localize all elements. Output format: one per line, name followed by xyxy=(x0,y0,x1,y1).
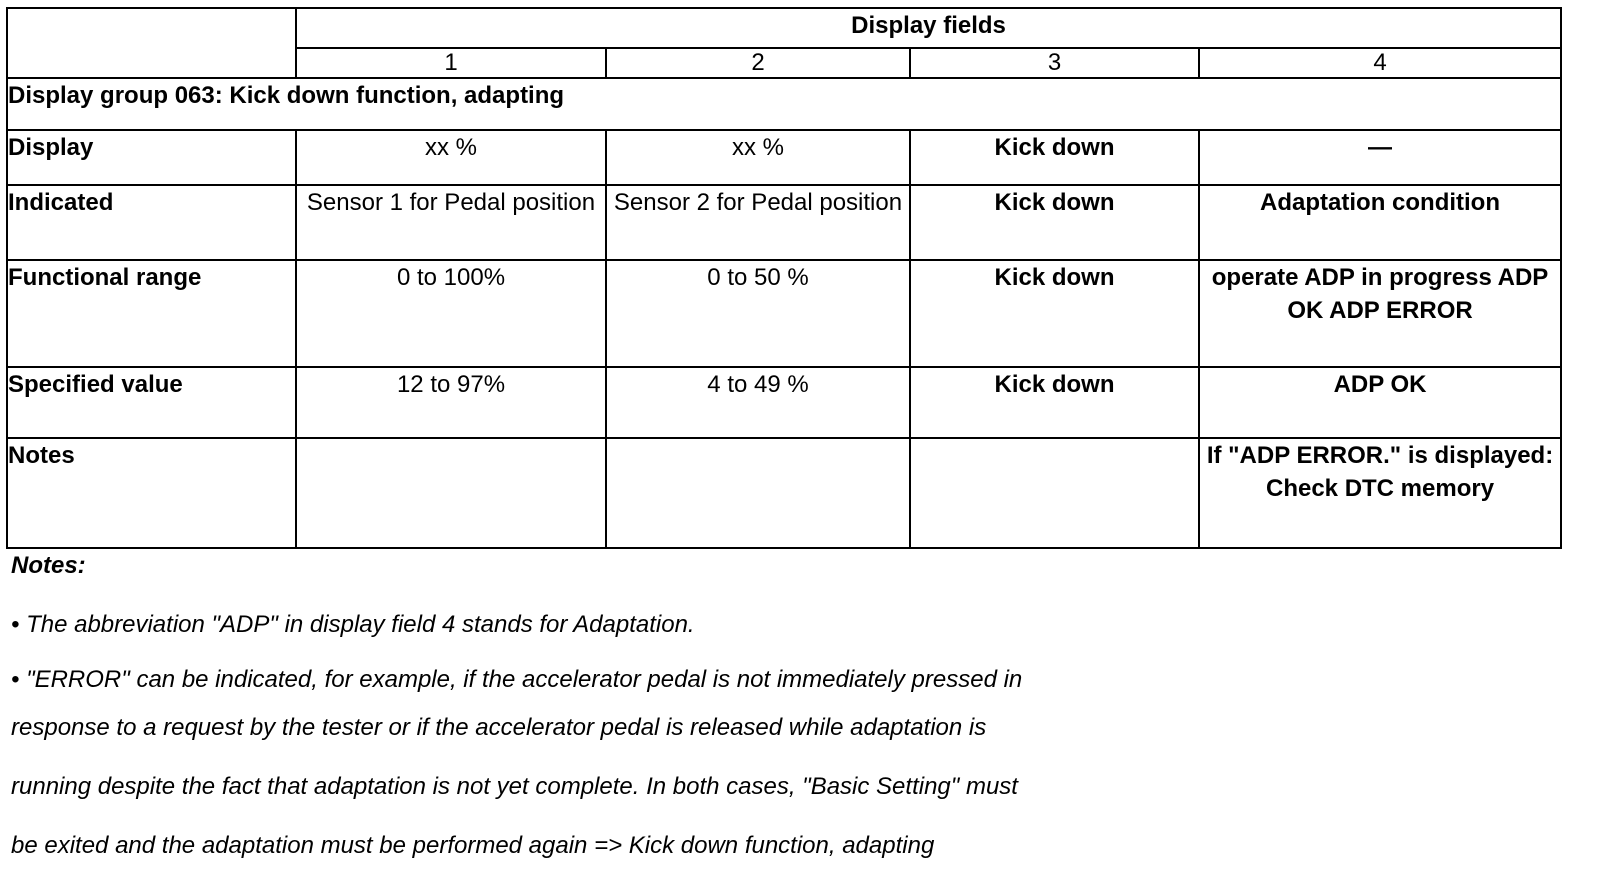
table-row-display xyxy=(7,130,1561,185)
corner-cell xyxy=(7,8,296,78)
note-line: • The abbreviation "ADP" in display field 4 stands for Adaptation. xyxy=(11,611,695,638)
header-row xyxy=(7,8,1561,48)
notes-heading: Notes: xyxy=(11,552,86,579)
table-cell: Sensor 1 for Pedal position xyxy=(296,185,606,260)
table-cell: 0 to 100% xyxy=(296,260,606,367)
notes-section xyxy=(11,549,1211,859)
row-label: Functional range xyxy=(7,260,296,367)
column-header-3: 3 xyxy=(910,48,1199,78)
table-cell: Adaptation condition xyxy=(1199,185,1561,260)
note-line: • "ERROR" can be indicated, for example, if the accelerator pedal is not immediately pressed in xyxy=(11,666,1023,693)
table-cell: xx % xyxy=(606,130,910,185)
row-label: Notes xyxy=(7,438,296,548)
table-row-indicated xyxy=(7,185,1561,260)
table-cell: 4 to 49 % xyxy=(606,367,910,438)
table-cell: Kick down xyxy=(910,185,1199,260)
table-cell: Sensor 2 for Pedal position xyxy=(606,185,910,260)
table-cell: 12 to 97% xyxy=(296,367,606,438)
column-header-2: 2 xyxy=(606,48,910,78)
display-fields-heading: Display fields xyxy=(296,8,1561,48)
note-line: be exited and the adaptation must be performed again => Kick down function, adapting xyxy=(11,832,935,859)
note-line: response to a request by the tester or if the accelerator pedal is released while adaptation is xyxy=(11,714,987,741)
group-row xyxy=(7,78,1561,130)
table-cell: Kick down xyxy=(910,260,1199,367)
table-cell: — xyxy=(1199,130,1561,185)
row-label: Display xyxy=(7,130,296,185)
table-cell xyxy=(606,438,910,548)
display-group-table xyxy=(6,7,1562,549)
table-cell xyxy=(296,438,606,548)
column-header-4: 4 xyxy=(1199,48,1561,78)
table-cell: 0 to 50 % xyxy=(606,260,910,367)
column-header-1: 1 xyxy=(296,48,606,78)
table-cell: Kick down xyxy=(910,130,1199,185)
row-label: Indicated xyxy=(7,185,296,260)
table-row-functional-range xyxy=(7,260,1561,367)
table-row-notes xyxy=(7,438,1561,548)
table-cell: operate ADP in progress ADP OK ADP ERROR xyxy=(1199,260,1561,367)
table-cell: Kick down xyxy=(910,367,1199,438)
row-label: Specified value xyxy=(7,367,296,438)
display-group-title: Display group 063: Kick down function, adapting xyxy=(7,78,1561,130)
table-cell: ADP OK xyxy=(1199,367,1561,438)
table-cell: If "ADP ERROR." is displayed: Check DTC memory xyxy=(1199,438,1561,548)
note-line: running despite the fact that adaptation is not yet complete. In both cases, "Basic Setting" must xyxy=(11,773,1018,800)
table-row-specified-value xyxy=(7,367,1561,438)
table-cell xyxy=(910,438,1199,548)
table-cell: xx % xyxy=(296,130,606,185)
